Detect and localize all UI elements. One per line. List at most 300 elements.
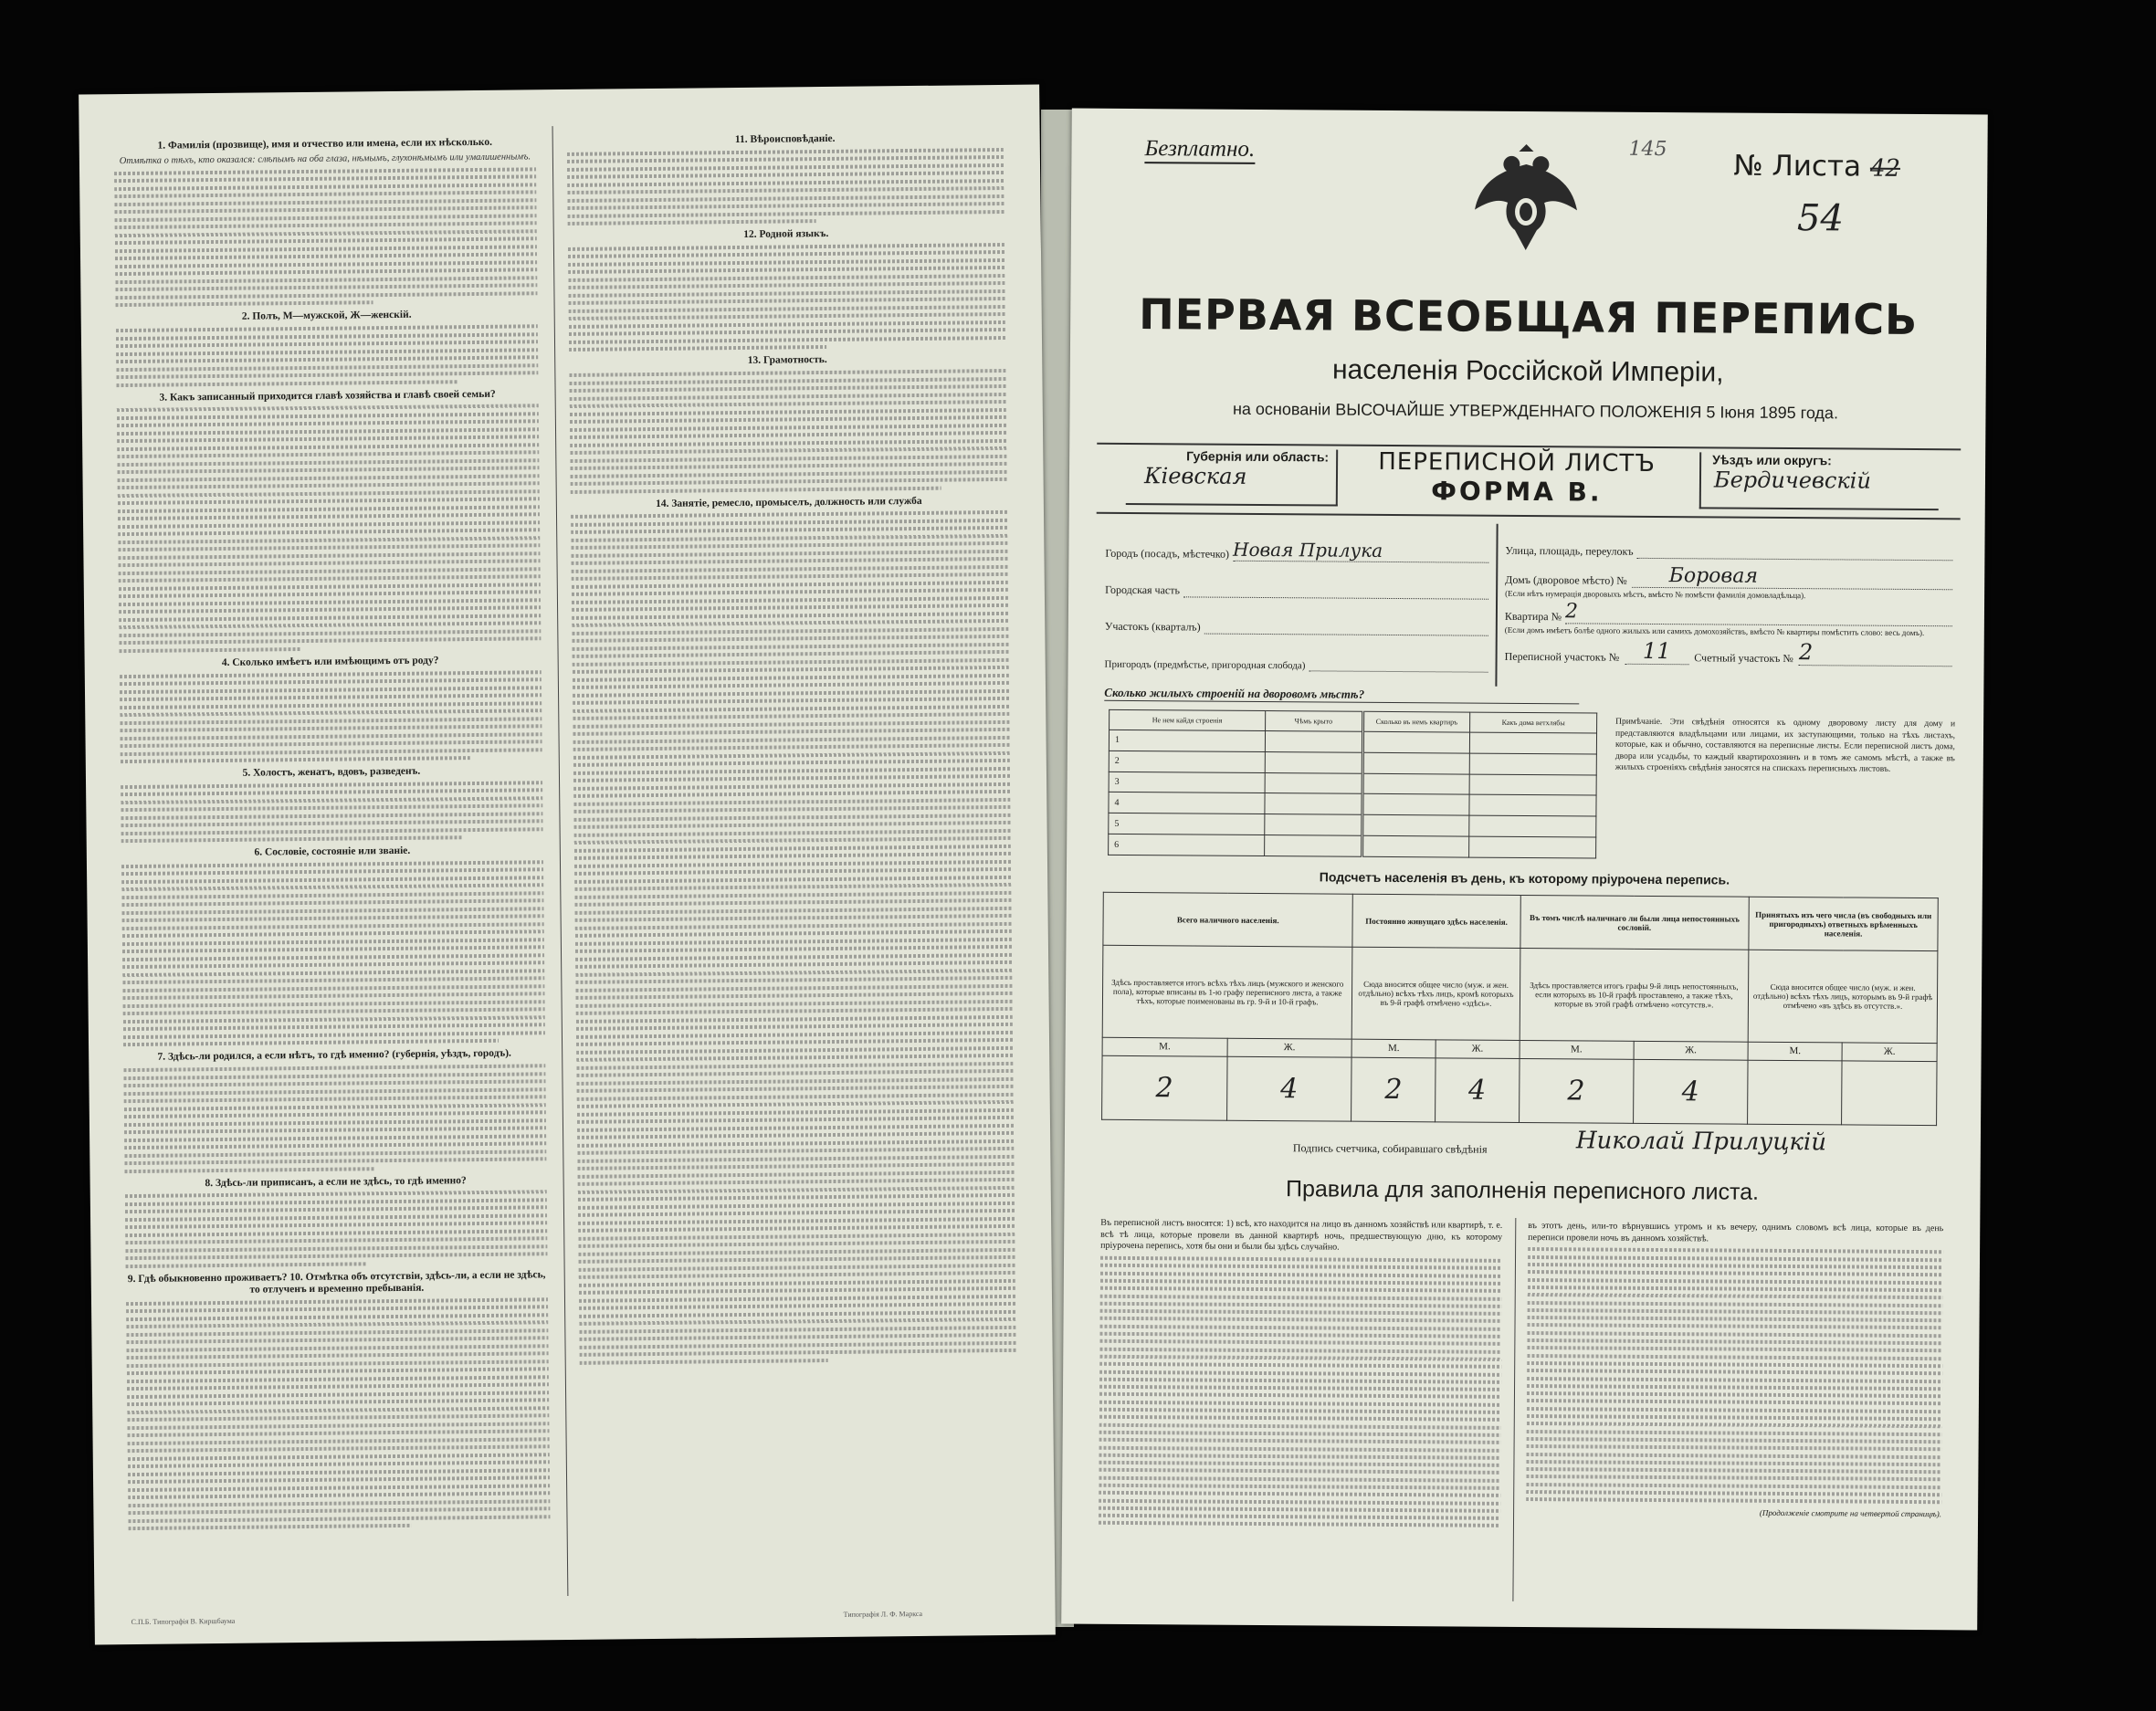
body-text-line (568, 266, 1004, 274)
rules-text-line (1099, 1325, 1501, 1331)
body-text-line (572, 612, 1008, 620)
body-text-line (569, 377, 1005, 385)
body-text-line (124, 1110, 546, 1118)
body-text-line (127, 1413, 549, 1422)
body-text-line (567, 155, 1004, 163)
body-text-line (123, 1008, 545, 1016)
female-col-head: Ж. (1634, 1041, 1748, 1060)
body-text-line (128, 1506, 550, 1515)
rules-text-line (1099, 1422, 1501, 1429)
rules-text-line (1099, 1438, 1501, 1444)
rules-text-line (1527, 1414, 1942, 1421)
dwellings-head-4: Какъ дома ветхлябы (1470, 712, 1597, 733)
body-text-line (121, 868, 543, 876)
body-text-line (123, 1072, 545, 1080)
body-text-line (116, 380, 457, 387)
uezd-box (1699, 452, 1939, 510)
body-text-line (574, 876, 1011, 884)
section-heading: 1. Фамилія (прозвище), имя и отчество или имена, если их нѣсколько. (157, 136, 493, 152)
body-text-line (117, 436, 539, 444)
body-text-line (570, 462, 1006, 470)
body-text-line (128, 1484, 550, 1492)
section-heading: 8. Здѣсь-ли приписанъ, а если не здѣсь, то гдѣ именно? (205, 1174, 467, 1189)
body-text-line (573, 689, 1009, 698)
dwellings-head-2: Чѣмъ крыто (1265, 711, 1362, 732)
body-text-line (114, 191, 536, 199)
body-text-line (577, 1093, 1014, 1101)
body-text-line (119, 583, 541, 591)
rules-text-line (1099, 1415, 1501, 1422)
suburb-value (1309, 656, 1488, 672)
body-text-line (572, 635, 1008, 643)
body-text-line (115, 245, 537, 253)
suburb-field (1105, 634, 1488, 673)
count-head-temporary: Принятыхъ изъ чего числа (въ свободныхъ или пригородныхъ) ответныхъ врѣменныхъ населенія. (1749, 897, 1938, 951)
rules-text-line (1099, 1498, 1500, 1505)
rules-text-line (1099, 1484, 1500, 1490)
body-text-line (126, 1305, 548, 1313)
section-heading: 3. Какъ записанный приходится главѣ хозяйства и главѣ своей семьи? (159, 388, 496, 404)
body-text-line (574, 883, 1011, 891)
dwellings-row-num: 3 (1109, 772, 1265, 793)
section-heading: 4. Сколько имѣетъ или имѣющимъ отъ роду? (221, 655, 439, 668)
rules-text-line (1527, 1453, 1942, 1459)
body-text-line (122, 969, 544, 977)
population-count-table (1101, 892, 1939, 1126)
body-text-line (578, 1202, 1015, 1210)
count-desc-temporary: Сюда вносится общее число (муж. и жен. отдѣльно) всѣхъ тѣхъ лицъ, которымъ въ 9-й графѣ отмѣчено «въ здѣсь въ отсутств.». (1748, 950, 1938, 1043)
body-text-line (124, 1118, 546, 1127)
rules-text-line (1528, 1270, 1943, 1276)
body-text-line (575, 960, 1012, 969)
body-text-line (575, 953, 1012, 961)
body-text-line (572, 572, 1008, 581)
rules-text-line (1528, 1248, 1943, 1254)
section-heading: 11. Вѣроисповѣданіе. (734, 132, 836, 146)
rules-paragraph: Въ переписной листъ вносятся: 1) всѣ, кто находится на лицо въ данномъ хозяйствѣ или квартирѣ, т. е. всѣ тѣ лица, которые провели въ данной квартирѣ ночь, предшествующую дню, къ которому пріурочена перепись, хотя бы они и были бы здѣсь случайно. (1100, 1217, 1503, 1253)
body-text-line (119, 614, 541, 622)
body-text-line (116, 324, 538, 332)
count-head-permanent: Постоянно живущаго здѣсь населенія. (1352, 894, 1520, 948)
body-text-line (115, 291, 537, 299)
rules-text-line (1527, 1377, 1942, 1383)
count-value: 4 (1226, 1056, 1351, 1121)
body-text-line (120, 717, 542, 725)
count-value: 4 (1436, 1058, 1520, 1123)
street-label: Улица, площадь, переулокъ (1505, 543, 1634, 558)
city-part-value (1183, 582, 1488, 599)
body-text-line (573, 666, 1009, 674)
body-text-line (115, 237, 537, 246)
apartment-note: (Если домъ имѣетъ болѣе одного жилыхъ или самихъ домохозяйствъ, вмѣсто № квартиры помѣстить слово: весь домъ). (1504, 625, 1925, 638)
rules-text-line (1528, 1308, 1943, 1315)
form-title: ПЕРЕПИСНОЙ ЛИСТЪ (1378, 447, 1656, 478)
form-subtitle: ФОРМА В. (1431, 476, 1603, 508)
body-text-line (122, 907, 544, 915)
rules-text-line (1528, 1255, 1943, 1262)
body-text-line (568, 219, 816, 226)
body-text-line (118, 505, 540, 513)
body-text-line (127, 1375, 549, 1383)
body-text-line (117, 458, 539, 467)
body-text-line (118, 536, 540, 544)
body-text-line (570, 446, 1006, 455)
count-desc-permanent: Сюда вносится общее число (муж. и жен. отдѣльно) всѣхъ тѣхъ лицъ, кромѣ которыхъ въ 9-й графѣ отмѣчено «здѣсь». (1352, 947, 1520, 1040)
count-district-label: Счетный участокъ № (1694, 651, 1793, 666)
body-text-line (572, 588, 1008, 596)
rules-text-line (1526, 1460, 1941, 1466)
dwellings-row-num: 4 (1109, 793, 1265, 814)
rules-text-line (1526, 1467, 1941, 1474)
house-value: Боровая (1633, 564, 1953, 590)
body-text-line (573, 743, 1010, 751)
rules-text-line (1527, 1391, 1942, 1398)
body-text-line (570, 400, 1006, 408)
rules-text-line (1527, 1444, 1942, 1451)
count-value: 4 (1633, 1059, 1748, 1124)
rules-column-2 (1526, 1221, 1943, 1519)
rules-text-line (1100, 1309, 1502, 1316)
body-text-line (571, 510, 1007, 519)
body-text-line (121, 748, 542, 756)
body-text-line (121, 740, 542, 748)
body-text-line (572, 619, 1008, 627)
body-text-line (124, 1126, 546, 1134)
body-text-line (572, 596, 1008, 604)
body-text-line (573, 805, 1010, 814)
uezd-value: Бердичевскій (1713, 467, 1871, 494)
body-text-line (568, 210, 1004, 218)
column-divider (552, 126, 569, 1596)
rules-text-line (1100, 1264, 1502, 1270)
rules-text-line (1099, 1445, 1501, 1452)
body-text-line (121, 781, 542, 789)
body-text-line (574, 860, 1011, 868)
body-text-line (573, 774, 1010, 782)
rules-text-line (1099, 1468, 1500, 1475)
rules-text-line (1527, 1346, 1942, 1352)
census-basis: на основаніи ВЫСОЧАЙШЕ УТВЕРЖДЕННАГО ПОЛОЖЕНІЯ 5 Іюня 1895 года. (1232, 399, 1839, 423)
body-text-line (571, 541, 1007, 550)
body-text-line (574, 891, 1011, 899)
body-text-line (125, 1253, 547, 1261)
body-text-line (577, 1155, 1014, 1163)
body-text-line (116, 363, 538, 372)
body-text-line (578, 1224, 1015, 1233)
body-text-line (114, 183, 536, 191)
body-text-line (127, 1406, 549, 1414)
rules-text-line (1099, 1431, 1501, 1437)
rules-text-line (1100, 1294, 1502, 1300)
street-field (1505, 527, 1952, 561)
body-text-line (122, 992, 544, 1001)
body-text-line (577, 1116, 1014, 1124)
body-text-line (122, 977, 544, 985)
right-page (1061, 109, 1988, 1631)
form-title-block (1343, 448, 1690, 509)
sheet-crossed-number: 42 (1869, 154, 1901, 183)
body-text-line (575, 984, 1012, 992)
rules-text-line (1528, 1263, 1943, 1269)
body-text-line (122, 930, 544, 939)
section-subheading: Отмѣтка о тѣхъ, кто оказался: слѣпымъ на оба глаза, нѣмымъ, глухонѣмымъ или умалишеннымъ. (119, 152, 531, 167)
body-text-line (128, 1468, 550, 1476)
body-text-line (125, 1213, 547, 1222)
body-text-line (573, 697, 1009, 705)
rules-text-line (1099, 1521, 1500, 1527)
body-text-line (568, 243, 1004, 251)
body-text-line (573, 643, 1009, 651)
body-text-line (567, 179, 1004, 187)
body-text-line (569, 305, 1005, 313)
rules-text-line (1527, 1338, 1942, 1345)
body-text-line (578, 1170, 1015, 1179)
body-text-line (568, 258, 1004, 267)
body-text-line (114, 206, 536, 215)
body-text-line (573, 681, 1009, 689)
signature-value: Николай Прилуцкій (1575, 1127, 1827, 1157)
body-text-line (570, 408, 1006, 416)
body-text-line (569, 297, 1005, 305)
body-text-line (569, 336, 1005, 344)
body-text-line (118, 489, 540, 498)
body-text-line (578, 1248, 1015, 1256)
dwellings-row (1109, 834, 1596, 858)
body-text-line (573, 712, 1009, 720)
body-text-line (120, 686, 542, 694)
body-text-line (572, 581, 1008, 589)
house-note: (Если нѣтъ нумерація дворовыхъ мѣстъ, вмѣсто № помѣсти фамилія домовладѣльца). (1505, 588, 1806, 601)
body-text-line (576, 1062, 1013, 1070)
rules-text-line (1099, 1339, 1501, 1346)
body-text-line (116, 340, 538, 348)
count-head-nonpermanent: Въ томъ числѣ наличнаго ли были лица непостоянныхъ сословій. (1520, 895, 1750, 950)
body-text-line (571, 550, 1007, 558)
body-text-line (125, 1191, 547, 1199)
city-label: Городъ (посадъ, мѣстечко) (1105, 546, 1230, 561)
body-text-line (122, 938, 544, 946)
body-text-line (573, 650, 1009, 658)
female-col-head: Ж. (1436, 1039, 1520, 1058)
rules-text-line (1526, 1483, 1941, 1489)
body-text-line (124, 1095, 546, 1103)
rules-text-line (1528, 1293, 1943, 1299)
count-head-total: Всего наличного населенія. (1103, 892, 1353, 947)
section-heading: 2. Полъ, М—мужской, Ж—женскій. (241, 310, 412, 323)
body-text-line (574, 867, 1011, 876)
body-text-line (119, 560, 541, 568)
body-text-line (125, 1222, 547, 1230)
census-title: ПЕРВАЯ ВСЕОБЩАЯ ПЕРЕПИСЬ (1139, 289, 1919, 344)
rules-text-line (1527, 1354, 1942, 1360)
body-text-line (116, 348, 538, 356)
body-text-line (123, 1000, 545, 1008)
rules-text-line (1527, 1437, 1942, 1443)
body-text-line (573, 767, 1010, 775)
body-text-line (573, 658, 1009, 667)
rules-text-line (1527, 1422, 1942, 1428)
house-field (1505, 558, 1952, 590)
gubernia-label: Губернія или область: (1186, 448, 1330, 465)
district-value (1204, 619, 1488, 636)
body-text-line (128, 1475, 550, 1484)
rules-column-1 (1099, 1218, 1502, 1532)
apartment-value: 2 (1565, 600, 1952, 626)
male-col-head: М. (1102, 1037, 1227, 1056)
body-text-line (120, 724, 542, 732)
body-text-line (115, 268, 537, 277)
body-text-line (579, 1310, 1015, 1318)
body-text-line (122, 984, 544, 992)
body-text-line (126, 1297, 548, 1306)
body-text-line (118, 551, 540, 560)
body-text-line (115, 229, 537, 237)
rules-text-line (1099, 1454, 1500, 1460)
count-head-row (1103, 892, 1938, 951)
body-text-line (119, 591, 541, 599)
body-text-line (579, 1302, 1015, 1310)
body-text-line (120, 693, 542, 701)
rules-text-line (1099, 1408, 1501, 1414)
body-text-line (128, 1429, 550, 1437)
body-text-line (576, 1054, 1013, 1062)
body-text-line (580, 1349, 1016, 1357)
body-text-line (127, 1344, 549, 1352)
body-text-line (579, 1264, 1015, 1272)
body-text-line (577, 1139, 1014, 1148)
district-label: Участокъ (кварталъ) (1104, 619, 1201, 634)
body-text-line (115, 284, 537, 292)
rules-text-line (1099, 1475, 1500, 1482)
rules-text-line (1099, 1392, 1501, 1399)
body-text-line (578, 1186, 1015, 1194)
city-part-label: Городская часть (1105, 583, 1181, 597)
body-text-line (125, 1229, 547, 1237)
body-text-line (577, 1131, 1014, 1139)
body-text-line (120, 709, 542, 717)
body-text-line (573, 736, 1010, 744)
body-text-line (578, 1233, 1015, 1241)
body-text-line (567, 194, 1004, 203)
body-text-line (571, 470, 1007, 478)
count-district-value: 2 (1799, 639, 1952, 667)
body-text-line (579, 1333, 1015, 1341)
section-heading: 7. Здѣсь-ли родился, а если нѣтъ, то гдѣ именно? (губернія, уѣздъ, городъ). (157, 1048, 511, 1064)
body-text-line (116, 332, 538, 341)
body-text-line (575, 969, 1012, 977)
body-text-line (571, 534, 1007, 542)
body-text-line (570, 424, 1006, 432)
body-text-line (124, 1103, 546, 1111)
rules-text-line (1100, 1317, 1502, 1323)
body-text-line (579, 1326, 1015, 1334)
body-text-line (572, 557, 1008, 565)
body-text-line (114, 167, 536, 175)
rules-text-line (1528, 1301, 1943, 1307)
body-text-line (116, 371, 538, 379)
body-text-line (120, 670, 542, 678)
body-text-line (116, 301, 373, 308)
body-text-line (127, 1422, 549, 1430)
male-col-head: М. (1520, 1040, 1634, 1059)
body-text-line (121, 803, 542, 812)
body-text-line (119, 637, 541, 646)
body-text-line (124, 1141, 546, 1149)
dwellings-row-num: 1 (1109, 730, 1265, 751)
body-text-line (119, 629, 541, 637)
body-text-line (570, 431, 1006, 439)
body-text-line (576, 1046, 1013, 1055)
body-text-line (115, 276, 537, 284)
count-desc-nonpermanent: Здѣсь проставляется итогъ графы 9-й лицъ непостоянныхъ, если которыхъ въ 10-й графѣ проставлено, а также тѣхъ, которые въ этой графѣ отмѣчено «отсутств.». (1520, 949, 1749, 1042)
body-text-line (123, 1079, 545, 1087)
body-text-line (567, 163, 1004, 172)
body-text-line (576, 1038, 1013, 1046)
sheet-handwritten-number: 54 (1796, 197, 1845, 240)
body-text-line (569, 312, 1005, 320)
dwellings-row-num: 5 (1109, 814, 1265, 835)
rules-text-line (1527, 1361, 1942, 1368)
body-text-line (576, 1069, 1013, 1077)
body-text-line (123, 1015, 545, 1023)
rules-text-line (1099, 1355, 1501, 1361)
body-text-line (580, 1359, 828, 1365)
body-text-line (573, 759, 1010, 767)
suburb-label: Пригородъ (предмѣстье, пригородная слобода) (1104, 658, 1306, 672)
city-field (1105, 524, 1488, 563)
body-text-line (125, 1198, 547, 1206)
location-fields-left (1105, 524, 1489, 673)
gubernia-box (1126, 448, 1338, 507)
body-text-line (115, 214, 537, 222)
body-text-line (569, 369, 1005, 377)
male-col-head: М. (1351, 1039, 1436, 1058)
body-text-line (573, 728, 1009, 736)
body-text-line (115, 253, 537, 261)
body-text-line (121, 876, 543, 884)
right-footer-printer: Типографія Л. Ф. Маркса (843, 1609, 923, 1619)
body-text-line (572, 604, 1008, 612)
body-text-line (575, 945, 1012, 953)
body-text-line (121, 812, 542, 820)
body-text-line (120, 701, 542, 709)
rules-text-line (1527, 1430, 1942, 1436)
body-text-line (117, 443, 539, 451)
rules-text-line (1527, 1399, 1942, 1405)
rules-text-line (1527, 1384, 1942, 1391)
gubernia-value: Кіевская (1143, 463, 1247, 489)
body-text-line (578, 1240, 1015, 1248)
city-part-field (1105, 561, 1488, 600)
body-text-line (567, 148, 1004, 156)
body-text-line (568, 281, 1004, 289)
rules-text-line (1099, 1514, 1500, 1520)
body-text-line (569, 328, 1005, 336)
rules-text-line (1100, 1271, 1502, 1277)
body-text-line (577, 1108, 1014, 1117)
body-text-line (119, 606, 541, 614)
body-text-line (128, 1444, 550, 1453)
body-text-line (118, 498, 540, 506)
section-heading: 12. Родной языкъ. (743, 228, 829, 241)
rules-text-line (1100, 1286, 1502, 1293)
coat-of-arms-icon (1471, 137, 1582, 257)
body-text-line (129, 1524, 412, 1530)
apartment-label: Квартира № (1504, 609, 1562, 624)
section-heading: 13. Грамотность. (747, 354, 827, 367)
male-col-head: М. (1748, 1042, 1842, 1061)
body-text-line (573, 705, 1009, 713)
